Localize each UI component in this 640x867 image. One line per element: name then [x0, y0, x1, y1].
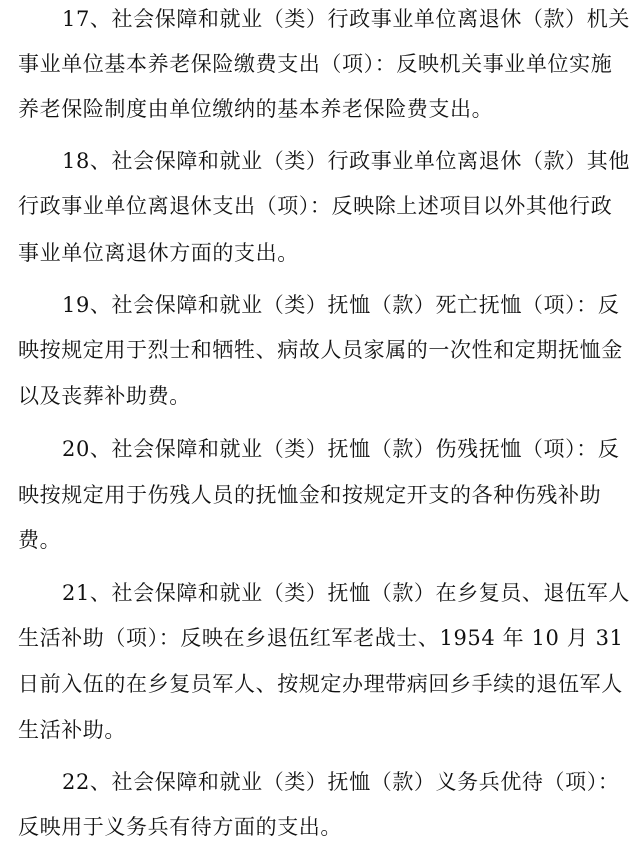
paragraph-line: 以及丧葬补助费。 [18, 384, 191, 408]
paragraph-line: 17、社会保障和就业（类）行政事业单位离退休（款）机关 [62, 7, 630, 31]
paragraph-line: 事业单位基本养老保险缴费支出（项）：反映机关事业单位实施 [18, 52, 613, 76]
paragraph-line: 21、社会保障和就业（类）抚恤（款）在乡复员、退伍军人 [62, 581, 630, 605]
paragraph-line: 生活补助（项）：反映在乡退伍红军老战士、1954 年 10 月 31 [18, 626, 624, 650]
paragraph-line: 生活补助。 [18, 718, 126, 742]
paragraph-line: 反映用于义务兵有待方面的支出。 [18, 815, 342, 839]
paragraph-line: 事业单位离退休方面的支出。 [18, 241, 299, 265]
paragraph-line: 19、社会保障和就业（类）抚恤（款）死亡抚恤（项）：反 [62, 293, 620, 317]
paragraph-line: 18、社会保障和就业（类）行政事业单位离退休（款）其他 [62, 149, 630, 173]
paragraph-line: 费。 [18, 528, 62, 552]
paragraph-line: 22、社会保障和就业（类）抚恤（款）义务兵优待（项）： [62, 770, 620, 794]
paragraph-line: 映按规定用于烈士和牺牲、病故人员家属的一次性和定期抚恤金 [18, 338, 623, 362]
paragraph-line: 20、社会保障和就业（类）抚恤（款）伤残抚恤（项）：反 [62, 437, 620, 461]
paragraph-line: 养老保险制度由单位缴纳的基本养老保险费支出。 [18, 97, 494, 121]
paragraph-line: 日前入伍的在乡复员军人、按规定办理带病回乡手续的退伍军人 [18, 672, 623, 696]
paragraph-line: 映按规定用于伤残人员的抚恤金和按规定开支的各种伤残补助 [18, 483, 602, 507]
paragraph-line: 行政事业单位离退休支出（项）：反映除上述项目以外其他行政 [18, 194, 613, 218]
